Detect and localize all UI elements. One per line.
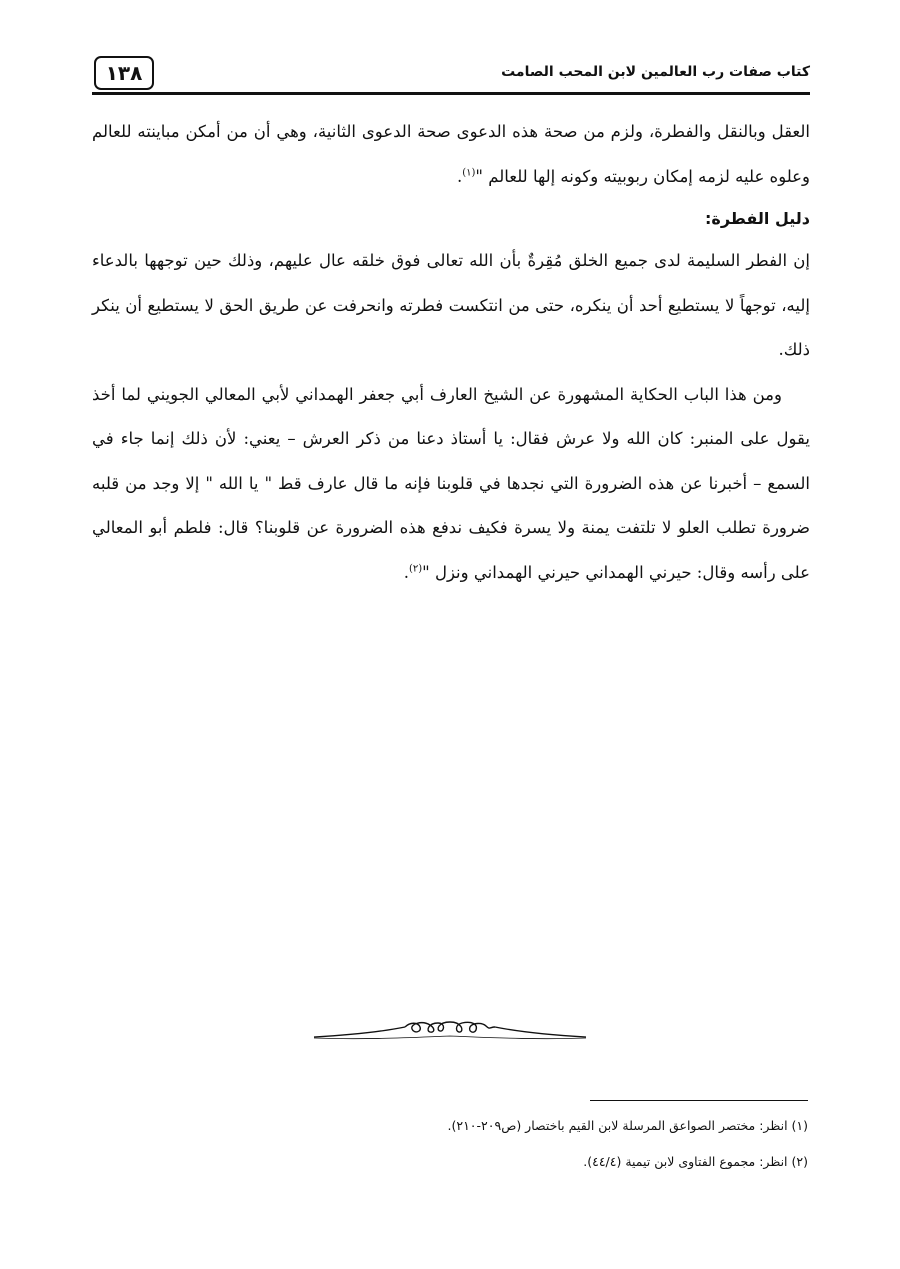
- paragraph-1-text: العقل وبالنقل والفطرة، ولزم من صحة هذه الدعوى صحة الدعوى الثانية، وهي أن من أمكن مباينته للعالم وعلوه عليه لزمه إمكان ربوبيته وكونه إلها للعالم ": [92, 122, 810, 186]
- section-heading: دليل الفطرة:: [705, 209, 810, 228]
- book-title: كتاب صفات رب العالمين لابن المحب الصامت: [501, 64, 810, 80]
- footnote-separator: [590, 1100, 808, 1101]
- paragraph-continuation: [92, 110, 810, 199]
- page-header: [92, 52, 810, 95]
- footnote-2: (٢) انظر: مجموع الفتاوى لابن تيمية (٤٤/٤).: [583, 1154, 808, 1169]
- paragraph-3-end: .: [403, 562, 409, 582]
- paragraph-1-end: .: [456, 166, 463, 186]
- main-text: [92, 110, 810, 595]
- paragraph-3-text: ومن هذا الباب الحكاية المشهورة عن الشيخ العارف أبي جعفر الهمداني لأبي المعالي الجويني لما أخذ يقول على المنبر: كان الله ولا عرش فقال: يا أستاذ دعنا من ذكر العرش – يعني: لأن ذلك إنما جاء في السمع – أخبرنا عن هذه الضرورة التي نجدها في قلوبنا فإنه ما قال عارف قط " يا الله " إلا وجد من قلبه ضرورة تطلب العلو لا تلتفت يمنة ولا يسرة فكيف ندفع هذه الضرورة عن قلوبنا؟ قال: فلطم أبو المعالي على رأسه وقال: حيرني الهمداني حيرني الهمداني ونزل ": [92, 384, 810, 582]
- footnote-1: (١) انظر: مختصر الصواعق المرسلة لابن القيم باختصار (ص٢٠٩-٢١٠).: [447, 1118, 808, 1133]
- footnote-ref-2: (٢): [408, 563, 423, 574]
- page-number: ١٣٨: [94, 56, 154, 90]
- footnotes: [92, 1108, 808, 1180]
- ornament-divider: [310, 1010, 590, 1050]
- footnote-ref-1: (١): [462, 167, 476, 178]
- paragraph-fitra: إن الفطر السليمة لدى جميع الخلق مُقِرةٌ بأن الله تعالى فوق خلقه عال عليهم، وذلك حين توجهها بالدعاء إليه، توجهاً لا يستطيع أحد أن ينكره، حتى من انتكست فطرته وانحرفت عن طريق الحق لا يستطيع أن ينكر ذلك.: [92, 251, 810, 359]
- paragraph-story: [92, 373, 810, 596]
